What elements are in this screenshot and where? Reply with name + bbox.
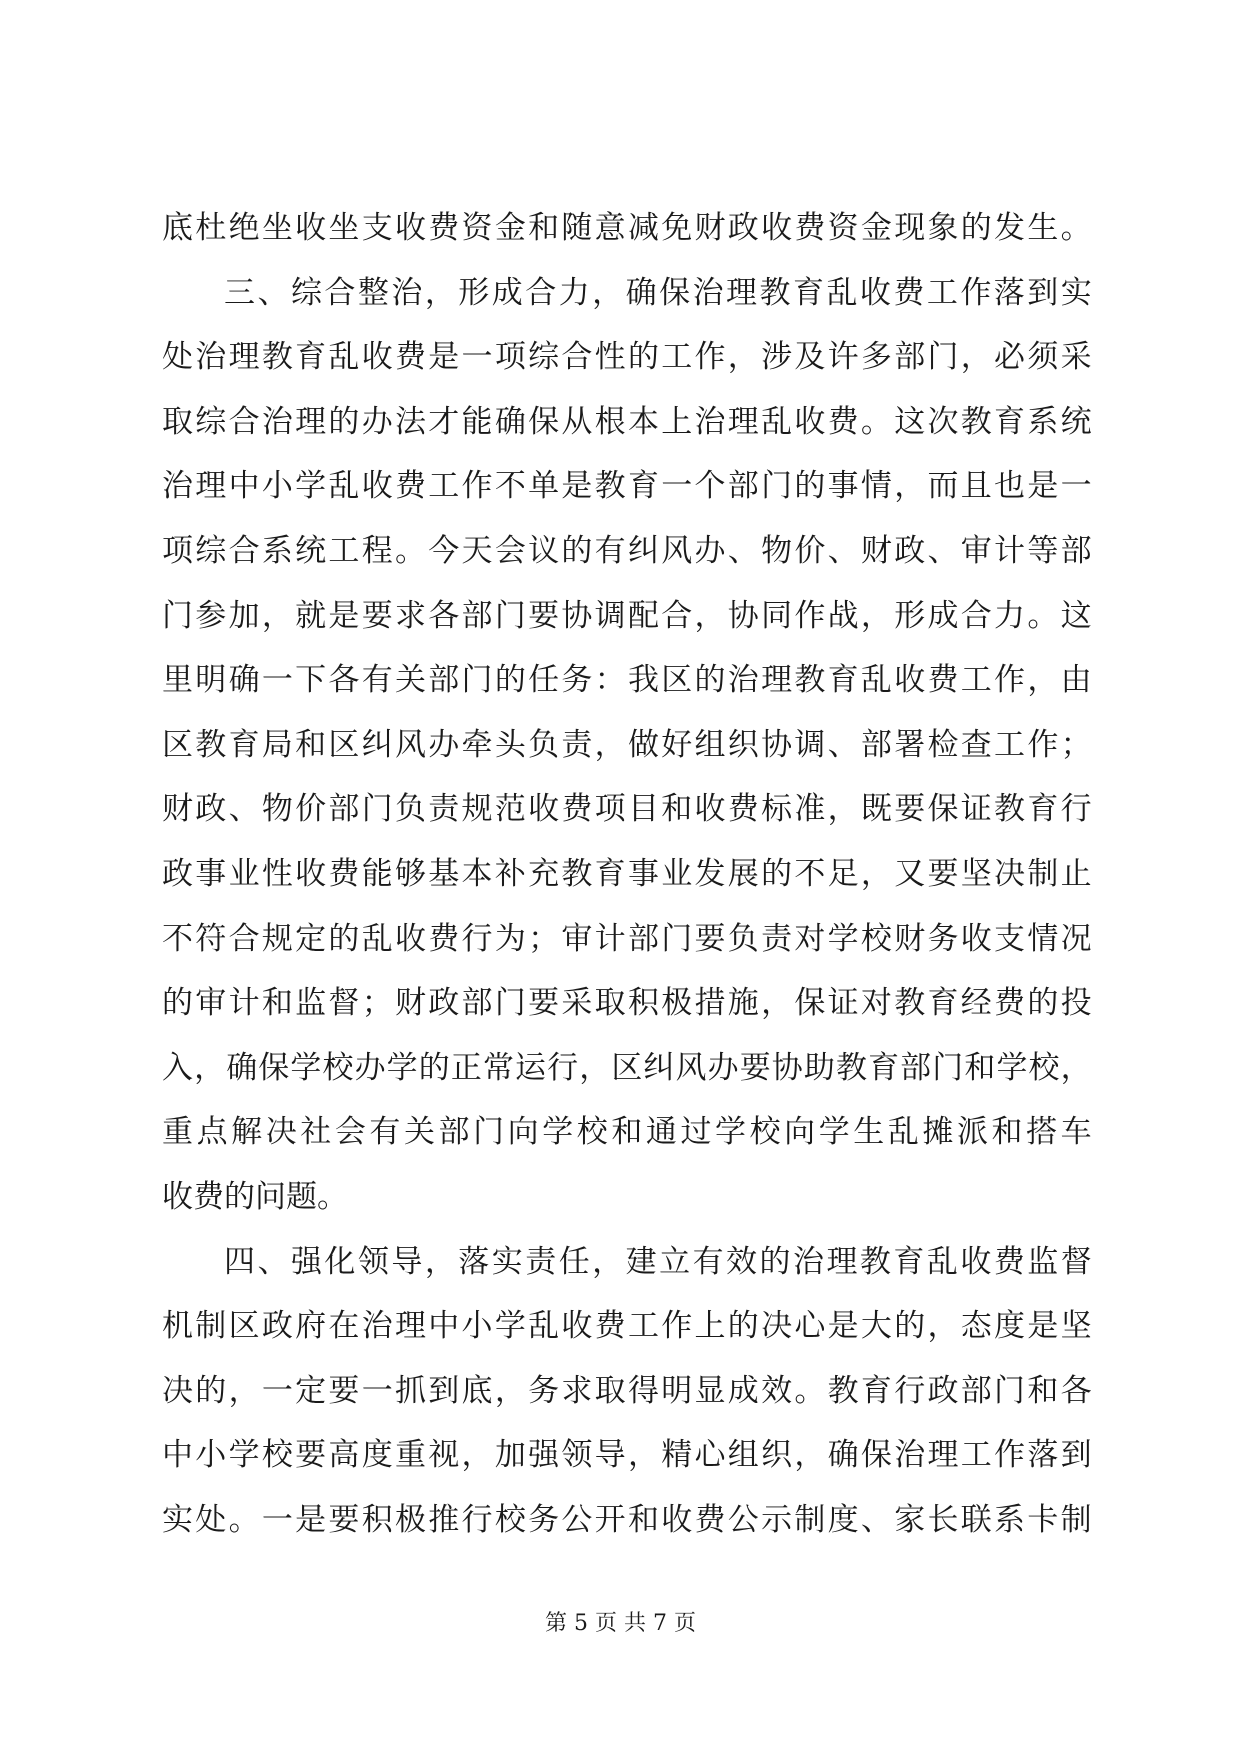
text-line: 收费的问题。: [162, 1178, 348, 1215]
text-line: 里 明 确 一 下 各 有 关 部 门 的 任 务 ： 我 区 的 治 理 教 育 乱 收 费 工 作 ， 由: [162, 662, 1092, 699]
text-line: 入 ， 确 保 学 校 办 学 的 正 常 运 行 ， 区 纠 风 办 要 协 助 教 育 部 门 和 学 校 ，: [162, 1049, 1092, 1086]
text-line: 区 教 育 局 和 区 纠 风 办 牵 头 负 责 ， 做 好 组 织 协 调 、 部 署 检 查 工 作 ；: [162, 726, 1092, 763]
text-line: 实 处 。 一 是 要 积 极 推 行 校 务 公 开 和 收 费 公 示 制 度 、 家 长 联 系 卡 制: [162, 1501, 1092, 1538]
text-line: 处 治 理 教 育 乱 收 费 是 一 项 综 合 性 的 工 作 ， 涉 及 许 多 部 门 ， 必 须 采: [162, 339, 1092, 376]
text-line: 不 符 合 规 定 的 乱 收 费 行 为 ； 审 计 部 门 要 负 责 对 学 校 财 务 收 支 情 况: [162, 920, 1092, 957]
text-line: 决 的 ， 一 定 要 一 抓 到 底 ， 务 求 取 得 明 显 成 效 。 教 育 行 政 部 门 和 各: [162, 1372, 1092, 1409]
text-line: 治 理 中 小 学 乱 收 费 工 作 不 单 是 教 育 一 个 部 门 的 事 情 ， 而 且 也 是 一: [162, 468, 1092, 505]
body-text: [162, 196, 1092, 1552]
text-line: 项 综 合 系 统 工 程 。 今 天 会 议 的 有 纠 风 办 、 物 价 、 财 政 、 审 计 等 部: [162, 532, 1092, 569]
text-line: 门 参 加 ， 就 是 要 求 各 部 门 要 协 调 配 合 ， 协 同 作 战 ， 形 成 合 力 。 这: [162, 597, 1092, 634]
text-line: 重 点 解 决 社 会 有 关 部 门 向 学 校 和 通 过 学 校 向 学 生 乱 摊 派 和 搭 车: [162, 1114, 1092, 1151]
text-line: 取 综 合 治 理 的 办 法 才 能 确 保 从 根 本 上 治 理 乱 收 费 。 这 次 教 育 系 统: [162, 403, 1092, 440]
text-line: 政 事 业 性 收 费 能 够 基 本 补 充 教 育 事 业 发 展 的 不 足 ， 又 要 坚 决 制 止: [162, 855, 1092, 892]
text-line: 中 小 学 校 要 高 度 重 视 ， 加 强 领 导 ， 精 心 组 织 ， 确 保 治 理 工 作 落 到: [162, 1437, 1092, 1474]
text-line: 底 杜 绝 坐 收 坐 支 收 费 资 金 和 随 意 减 免 财 政 收 费 资 金 现 象 的 发 生 。: [162, 210, 1092, 246]
text-line: 机 制 区 政 府 在 治 理 中 小 学 乱 收 费 工 作 上 的 决 心 是 大 的 ， 态 度 是 坚: [162, 1308, 1092, 1345]
text-line: 四 、 强 化 领 导 ， 落 实 责 任 ， 建 立 有 效 的 治 理 教 育 乱 收 费 监 督: [224, 1243, 1092, 1280]
text-line: 的 审 计 和 监 督 ； 财 政 部 门 要 采 取 积 极 措 施 ， 保 证 对 教 育 经 费 的 投: [162, 985, 1092, 1022]
page-footer: 第 5 页 共 7 页: [545, 1611, 696, 1636]
text-line: 财 政 、 物 价 部 门 负 责 规 范 收 费 项 目 和 收 费 标 准 ， 既 要 保 证 教 育 行: [162, 791, 1092, 828]
text-line: 三 、 综 合 整 治 ， 形 成 合 力 ， 确 保 治 理 教 育 乱 收 费 工 作 落 到 实: [224, 274, 1092, 311]
